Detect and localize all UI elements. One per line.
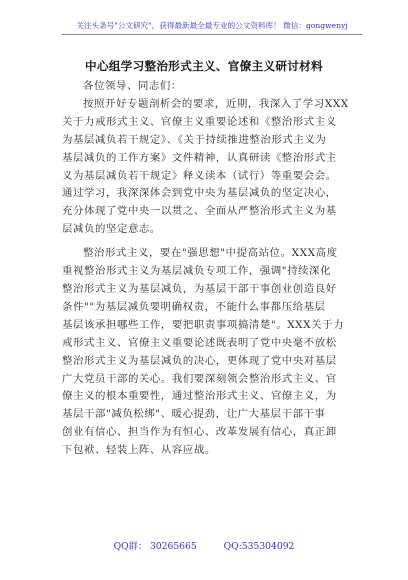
body-line: 为基层减负若干规定》、《关于持续推进整治形式主义为 bbox=[62, 133, 327, 146]
body-line: 重视整治形式主义为基层减负专项工作，强调"持续深化 bbox=[62, 265, 332, 278]
body-line: 戒形式主义、官僚主义重要论述既表明了党中央毫不放松 bbox=[62, 336, 337, 349]
body-line: 义为基层减负若干规定》释义读本（试行）等重要会会。 bbox=[62, 169, 337, 182]
body-line: 关于力戒形式主义、官僚主义重要论述和《整治形式主义 bbox=[62, 115, 337, 128]
body-line: 充分体现了党中央一以贯之、全面从严整治形式主义为基 bbox=[62, 205, 337, 218]
document-title: 中心组学习整治形式主义、官僚主义研讨材料 bbox=[85, 59, 323, 73]
body-line: 下包袱、轻装上阵、从容应战。 bbox=[62, 444, 216, 457]
body-line: 层减负的坚定意志。 bbox=[62, 223, 161, 236]
body-line: 按照开好专题剖析会的要求，近期，我深入了学习XXX bbox=[83, 97, 349, 110]
body-line: 条件""为基层减负要明确权责，不能什么事都压给基层 bbox=[62, 300, 326, 313]
body-line: 整治形式主义，要在"强思想"中提高站位。XXX高度 bbox=[83, 247, 338, 260]
footer-contact bbox=[0, 538, 408, 552]
footer-qq-group: QQ群： 30265665 bbox=[113, 541, 197, 552]
body-line: 基层干部"减负松绑"、暖心提劲，让广大基层干部干事 bbox=[62, 408, 326, 421]
body-line: 创业有信心、担当作为有恒心、改革发展有信心，真正卸 bbox=[62, 426, 337, 439]
salutation-line: 各位领导、同志们： bbox=[83, 80, 182, 92]
body-line: 基层减负的工作方案》文件精神，认真研读《整治形式主 bbox=[62, 151, 337, 164]
footer-qq: QQ:535304092 bbox=[223, 541, 295, 552]
body-line: 僚主义的根本重要性，通过整治形式主义、官僚主义，为 bbox=[62, 390, 337, 403]
body-line: 通过学习，我深深体会到党中央为基层减负的坚定决心， bbox=[62, 187, 337, 200]
body-line: 整治形式主义为基层减负，为基层干部干事创业创造良好 bbox=[62, 282, 337, 295]
body-line: 基层该承担哪些工作，要把职责事项搞清楚"。XXX关于力 bbox=[62, 318, 345, 331]
body-line: 整治形式主义为基层减负的决心，更体现了党中央对基层 bbox=[62, 354, 337, 367]
header-banner: 关注头条号"公文研究"，获得最新最全最专业的公文资料库！ 微信：gongwenyj bbox=[62, 20, 362, 35]
document-body bbox=[62, 78, 360, 460]
body-line: 广大党员干部的关心。我们要深刻领会整治形式主义、官 bbox=[62, 372, 337, 385]
